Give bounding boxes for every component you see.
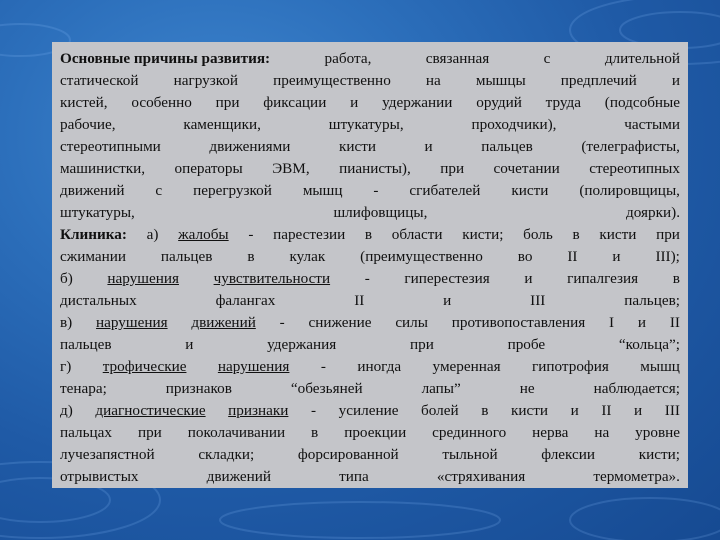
word: преимущественно (273, 72, 391, 89)
word: снижение (308, 314, 372, 331)
text-line (60, 466, 680, 488)
word: гипотрофия (532, 358, 609, 375)
word: в (672, 270, 680, 287)
word: д) (60, 402, 73, 419)
word: парестезии (273, 226, 346, 243)
word: (преимущественно (360, 248, 483, 265)
underlined-term: нарушения (107, 270, 179, 287)
word: II (601, 402, 612, 419)
word: кистей, (60, 94, 108, 111)
word: области (391, 226, 443, 243)
word: проходчики), (471, 116, 557, 133)
word: (подсобные (604, 94, 680, 111)
word: мышц (302, 182, 343, 199)
text-line (60, 444, 680, 466)
word: проекции (344, 424, 407, 441)
word: штукатуры, (60, 204, 135, 221)
word: - (364, 270, 370, 287)
word: признаков (165, 380, 232, 397)
word: стереотипными (60, 138, 161, 155)
word: II (354, 292, 365, 309)
word: при (656, 226, 680, 243)
word: кисти (338, 138, 376, 155)
word: - (311, 402, 317, 419)
word: при (137, 424, 162, 441)
word: движений (60, 182, 125, 199)
word: пальцев (60, 336, 112, 353)
word: силы (395, 314, 428, 331)
underlined-term: нарушения (217, 358, 290, 375)
word: - (320, 358, 326, 375)
word: машинистки, (60, 160, 146, 177)
text-line (60, 268, 680, 290)
word: - (248, 226, 254, 243)
word: и (612, 248, 621, 265)
word: отрывистых (60, 468, 139, 485)
word: мышцы (475, 72, 526, 89)
word: умеренная (432, 358, 501, 375)
word: ЭВМ, (272, 160, 310, 177)
word: и (185, 336, 194, 353)
word: форсированной (297, 446, 399, 463)
word: рабочие, (60, 116, 116, 133)
word: складки; (198, 446, 255, 463)
word: доярки). (626, 204, 680, 221)
word: пробе (507, 336, 546, 353)
text-line (60, 158, 680, 180)
underlined-term: чувствительности (213, 270, 331, 287)
text-line (60, 356, 680, 378)
word: гипалгезия (567, 270, 639, 287)
word: движениями (209, 138, 291, 155)
word: пальцев (160, 248, 213, 265)
word: термометра». (593, 468, 680, 485)
word: и (424, 138, 433, 155)
underlined-term: движений (191, 314, 256, 331)
word: и (443, 292, 452, 309)
word: удержании (382, 94, 453, 111)
word: при (215, 94, 240, 111)
word: орудий (476, 94, 522, 111)
word: и (524, 270, 533, 287)
word: “кольца”; (618, 336, 680, 353)
text-panel (52, 42, 688, 488)
word: не (519, 380, 535, 397)
text-line (60, 48, 680, 70)
word: пальцах (60, 424, 112, 441)
word: болей (421, 402, 459, 419)
word: I (609, 314, 615, 331)
underlined-term: признаки (228, 402, 289, 419)
word: и (570, 402, 579, 419)
text-line (60, 312, 680, 334)
word: II (669, 314, 680, 331)
word: - (373, 182, 379, 199)
word: кисти (510, 402, 548, 419)
word: а) (146, 226, 159, 243)
word: при (410, 336, 434, 353)
word: работа, (324, 50, 372, 67)
word: наблюдается; (593, 380, 680, 397)
word: лучезапястной (60, 446, 155, 463)
word: усиление (338, 402, 399, 419)
underlined-term: жалобы (178, 226, 229, 243)
word: в (364, 226, 373, 243)
word: пальцев; (624, 292, 680, 309)
word: сочетании (493, 160, 560, 177)
word: стереотипных (589, 160, 680, 177)
text-line (60, 400, 680, 422)
word: в (572, 226, 580, 243)
word: пианисты), (339, 160, 411, 177)
word: штукатуры, (328, 116, 404, 133)
word: тыльной (442, 446, 498, 463)
word: кулак (289, 248, 326, 265)
word: на (594, 424, 610, 441)
word: дистальных (60, 292, 137, 309)
word: фиксации (263, 94, 327, 111)
word: кисти (599, 226, 637, 243)
word: в) (60, 314, 73, 331)
word: - (279, 314, 285, 331)
word: мышц (640, 358, 680, 375)
word: статической (60, 72, 139, 89)
word: фалангах (215, 292, 276, 309)
word: во (517, 248, 533, 265)
word: тенара; (60, 380, 107, 397)
word: в (247, 248, 255, 265)
word: «стряхивания (436, 468, 526, 485)
text-line (60, 378, 680, 400)
word: б) (60, 270, 73, 287)
word: движений (206, 468, 272, 485)
word: в (311, 424, 319, 441)
text-line (60, 224, 680, 246)
word: уровне (635, 424, 680, 441)
text-line (60, 92, 680, 114)
word: и (637, 314, 647, 331)
word: III (530, 292, 546, 309)
text-line (60, 246, 680, 268)
word: при (440, 160, 465, 177)
word: сжимании (60, 248, 126, 265)
text-line (60, 334, 680, 356)
word: II (567, 248, 578, 265)
word: и (634, 402, 643, 419)
word: срединного (432, 424, 507, 441)
text-line (60, 114, 680, 136)
bold-heading-text: Клиника: (60, 226, 127, 243)
word: особенно (131, 94, 192, 111)
word: лапы” (421, 380, 461, 397)
text-line (60, 136, 680, 158)
word: связанная (425, 50, 490, 67)
word: сгибателей (409, 182, 481, 199)
word: флексии (541, 446, 596, 463)
word: III (664, 402, 680, 419)
word: шлифовщицы, (333, 204, 428, 221)
word: нагрузкой (173, 72, 239, 89)
text-line (60, 70, 680, 92)
word: длительной (604, 50, 680, 67)
text-line (60, 422, 680, 444)
word: иногда (357, 358, 402, 375)
word: боль (523, 226, 553, 243)
word: и (671, 72, 680, 89)
word: кисти (511, 182, 549, 199)
word: перегрузкой (193, 182, 272, 199)
text-line (60, 290, 680, 312)
word: кисти; (462, 226, 504, 243)
text-line (60, 202, 680, 224)
word: в (481, 402, 489, 419)
word: предплечий (560, 72, 637, 89)
underlined-term: нарушения (96, 314, 168, 331)
text-line (60, 180, 680, 202)
word: противопоставления (451, 314, 586, 331)
word: поколачивании (187, 424, 286, 441)
bold-heading-text: Основные причины развития: (60, 50, 271, 67)
word: (полировщицы, (579, 182, 680, 199)
word: операторы (174, 160, 243, 177)
word: г) (60, 358, 72, 375)
word: и (350, 94, 359, 111)
word: частыми (624, 116, 680, 133)
word: “обезьяней (290, 380, 363, 397)
word: III); (655, 248, 680, 265)
word: каменщики, (183, 116, 261, 133)
word: пальцев (481, 138, 533, 155)
word: нерва (532, 424, 569, 441)
word: кисти; (638, 446, 680, 463)
underlined-term: диагностические (95, 402, 206, 419)
word: с (543, 50, 551, 67)
word: с (155, 182, 163, 199)
word: гиперестезия (404, 270, 490, 287)
word: (телеграфисты, (581, 138, 680, 155)
word: на (425, 72, 441, 89)
word: типа (339, 468, 369, 485)
underlined-term: трофические (102, 358, 187, 375)
word: удержания (267, 336, 337, 353)
word: труда (545, 94, 581, 111)
